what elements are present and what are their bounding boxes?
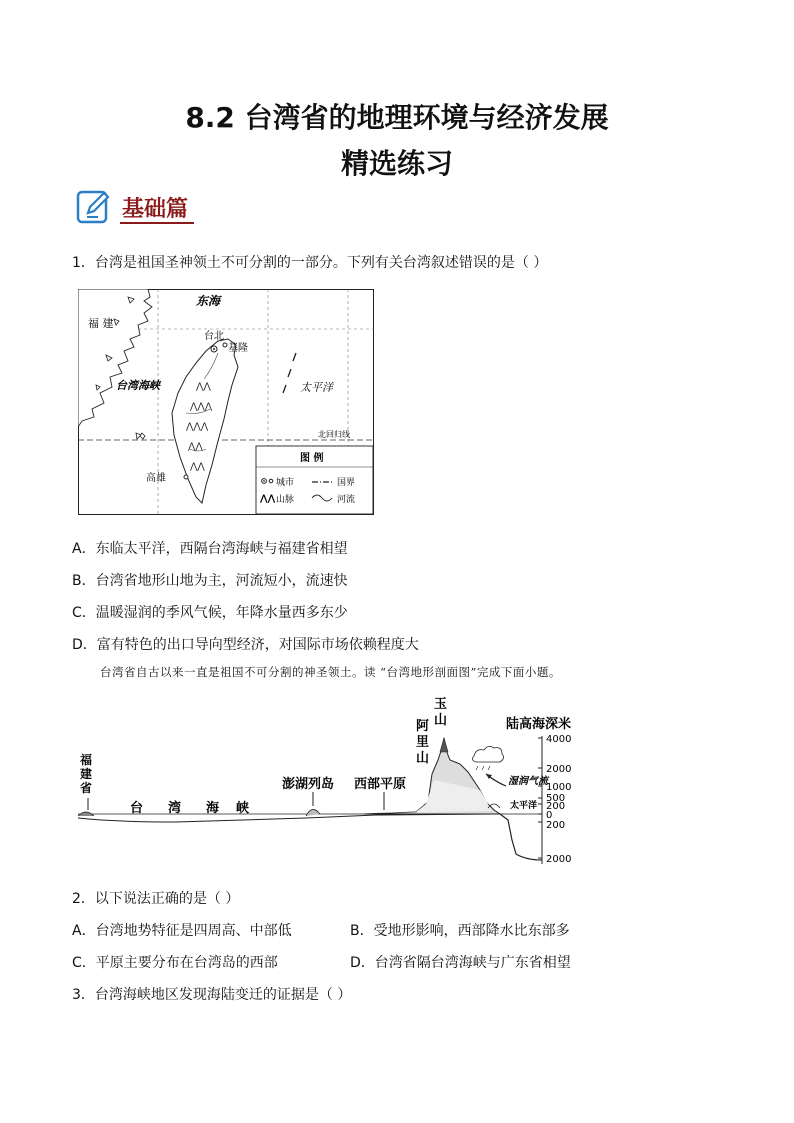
q1-option-c[interactable]: C．温暖湿润的季风气候，年降水量西多东少 xyxy=(72,605,348,621)
profile-label-strait: 峡 xyxy=(236,801,250,816)
svg-text:⋀⋀: ⋀⋀ xyxy=(260,494,276,504)
q2-option-a[interactable]: A．台湾地势特征是四周高、中部低 xyxy=(72,923,292,939)
terrain-profile xyxy=(76,690,606,870)
profile-label-wet-air: 湿润气流 xyxy=(508,776,548,787)
q2-option-b[interactable]: B．受地形影响，西部降水比东部多 xyxy=(350,923,570,939)
q1-option-b[interactable]: B．台湾省地形山地为主，河流短小，流速快 xyxy=(72,573,348,589)
section-underline xyxy=(120,222,194,224)
map-legend xyxy=(256,446,373,514)
axis-tick: 2000 xyxy=(546,764,572,775)
profile-label-strait: 海 xyxy=(206,801,220,816)
profile-label-fujian: 福 xyxy=(80,753,93,767)
map-label-tropic: 北回归线 xyxy=(318,430,350,439)
q1-option-a[interactable]: A．东临太平洋，西隔台湾海峡与福建省相望 xyxy=(72,541,348,557)
axis-tick: 200 xyxy=(546,801,566,812)
axis-tick: 500 xyxy=(546,793,566,804)
cloud-icon xyxy=(472,746,503,770)
legend-border: 国界 xyxy=(337,478,356,488)
legend-river: 河流 xyxy=(337,495,356,505)
profile-label-west-plain: 西部平原 xyxy=(354,777,407,792)
legend-title: 图 例 xyxy=(300,453,324,464)
profile-label-strait: 台 xyxy=(130,801,144,816)
map-label-fujian: 福 建 xyxy=(88,317,114,330)
profile-label-yushan: 玉 xyxy=(434,697,448,712)
axis-tick: 1000 xyxy=(546,782,572,793)
map-label-pacific: 太平洋 xyxy=(300,381,333,394)
map-label-strait: 台湾海峡 xyxy=(116,379,160,392)
page-subtitle: 精选练习 xyxy=(340,147,453,180)
profile-label-fujian: 建 xyxy=(80,767,93,781)
axis-tick: 4000 xyxy=(546,734,572,745)
page-title: 8.2 台湾省的地理环境与经济发展 xyxy=(185,101,609,134)
svg-text:⋀⋀: ⋀⋀ xyxy=(196,382,211,392)
axis-tick: 0 xyxy=(546,810,553,821)
profile-label-penghu: 澎湖列岛 xyxy=(282,777,335,792)
map-label-keelung: 基隆 xyxy=(228,343,248,354)
profile-label-strait: 湾 xyxy=(168,801,182,816)
question-1-stem: 1．台湾是祖国圣神领土不可分割的一部分。下列有关台湾叙述错误的是（ ） xyxy=(72,255,548,271)
map-label-taipei: 台北 xyxy=(204,331,224,342)
reading-intro: 台湾省自古以来一直是祖国不可分割的神圣领土。读 “台湾地形剖面图”完成下面小题。 xyxy=(100,665,561,679)
svg-text:⋀⋀⋀: ⋀⋀⋀ xyxy=(186,422,209,432)
taiwan-map xyxy=(78,289,374,515)
legend-city: 城市 xyxy=(276,478,295,488)
profile-label-alishan: 阿 xyxy=(416,719,430,734)
axis-title: 陆高海深米 xyxy=(506,717,572,732)
edit-pencil-icon xyxy=(76,188,112,224)
q2-option-d[interactable]: D．台湾省隔台湾海峡与广东省相望 xyxy=(350,955,571,971)
svg-text:⋀⋀⋀: ⋀⋀⋀ xyxy=(190,402,213,412)
profile-label-pacific: 太平洋 xyxy=(510,801,538,811)
axis-tick: 200 xyxy=(546,820,566,831)
map-label-east-sea: 东海 xyxy=(196,294,221,308)
section-label: 基础篇 xyxy=(122,196,189,222)
svg-text:⋀⋀: ⋀⋀ xyxy=(188,442,203,452)
legend-mountain: 山脉 xyxy=(276,495,295,505)
q2-option-c[interactable]: C．平原主要分布在台湾岛的西部 xyxy=(72,955,278,971)
profile-label-yushan: 山 xyxy=(434,713,448,728)
svg-text:⋀⋀: ⋀⋀ xyxy=(190,462,205,472)
axis-tick: 2000 xyxy=(546,854,572,865)
profile-label-fujian: 省 xyxy=(80,781,93,795)
question-3-stem: 3．台湾海峡地区发现海陆变迁的证据是（ ） xyxy=(72,987,352,1003)
profile-label-alishan: 里 xyxy=(416,735,430,750)
question-2-stem: 2．以下说法正确的是（ ） xyxy=(72,891,240,907)
profile-label-alishan: 山 xyxy=(416,751,430,766)
section-header xyxy=(76,188,206,228)
q1-option-d[interactable]: D．富有特色的出口导向型经济，对国际市场依赖程度大 xyxy=(72,637,419,653)
map-label-kaohsiung: 高雄 xyxy=(146,473,166,484)
